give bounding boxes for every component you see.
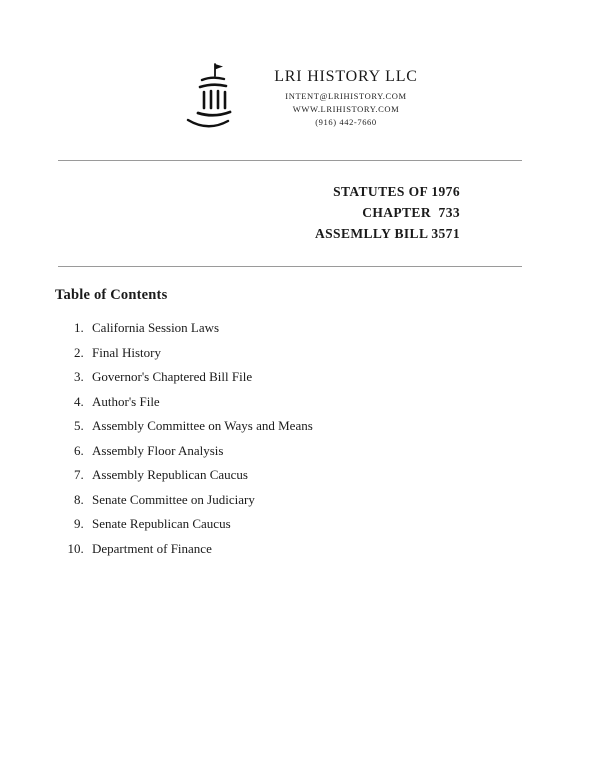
toc-item: 8. Senate Committee on Judiciary: [87, 492, 600, 507]
toc-item: 6. Assembly Floor Analysis: [87, 443, 600, 458]
letterhead-text: [274, 68, 418, 128]
capitol-sketch-logo-icon: [182, 60, 244, 136]
company-email: INTENT@LRIHISTORY.COM: [285, 90, 407, 101]
toc-item: 3. Governor's Chaptered Bill File: [87, 369, 600, 384]
toc-item: 9. Senate Republican Caucus: [87, 516, 600, 531]
statute-reference: [0, 181, 600, 244]
toc-list: [55, 320, 600, 556]
toc-item: 7. Assembly Republican Caucus: [87, 467, 600, 482]
divider-bottom: [58, 266, 522, 267]
letterhead: [0, 0, 600, 136]
chapter-line: CHAPTER 733: [362, 205, 460, 220]
divider-top: [58, 160, 522, 161]
toc-item: 10. Department of Finance: [87, 541, 600, 556]
toc-item: 4. Author's File: [87, 394, 600, 409]
company-phone: (916) 442-7660: [315, 117, 377, 128]
bill-line: ASSEMLLY BILL 3571: [314, 226, 460, 241]
toc-title: Table of Contents: [55, 287, 168, 303]
toc-item: 5. Assembly Committee on Ways and Means: [87, 418, 600, 433]
company-website: WWW.LRIHISTORY.COM: [292, 104, 400, 115]
company-name: LRI HISTORY LLC: [274, 68, 418, 86]
toc-item: 2. Final History: [87, 345, 600, 360]
statutes-line: STATUTES OF 1976: [333, 184, 460, 199]
toc-item: 1. California Session Laws: [87, 320, 600, 335]
